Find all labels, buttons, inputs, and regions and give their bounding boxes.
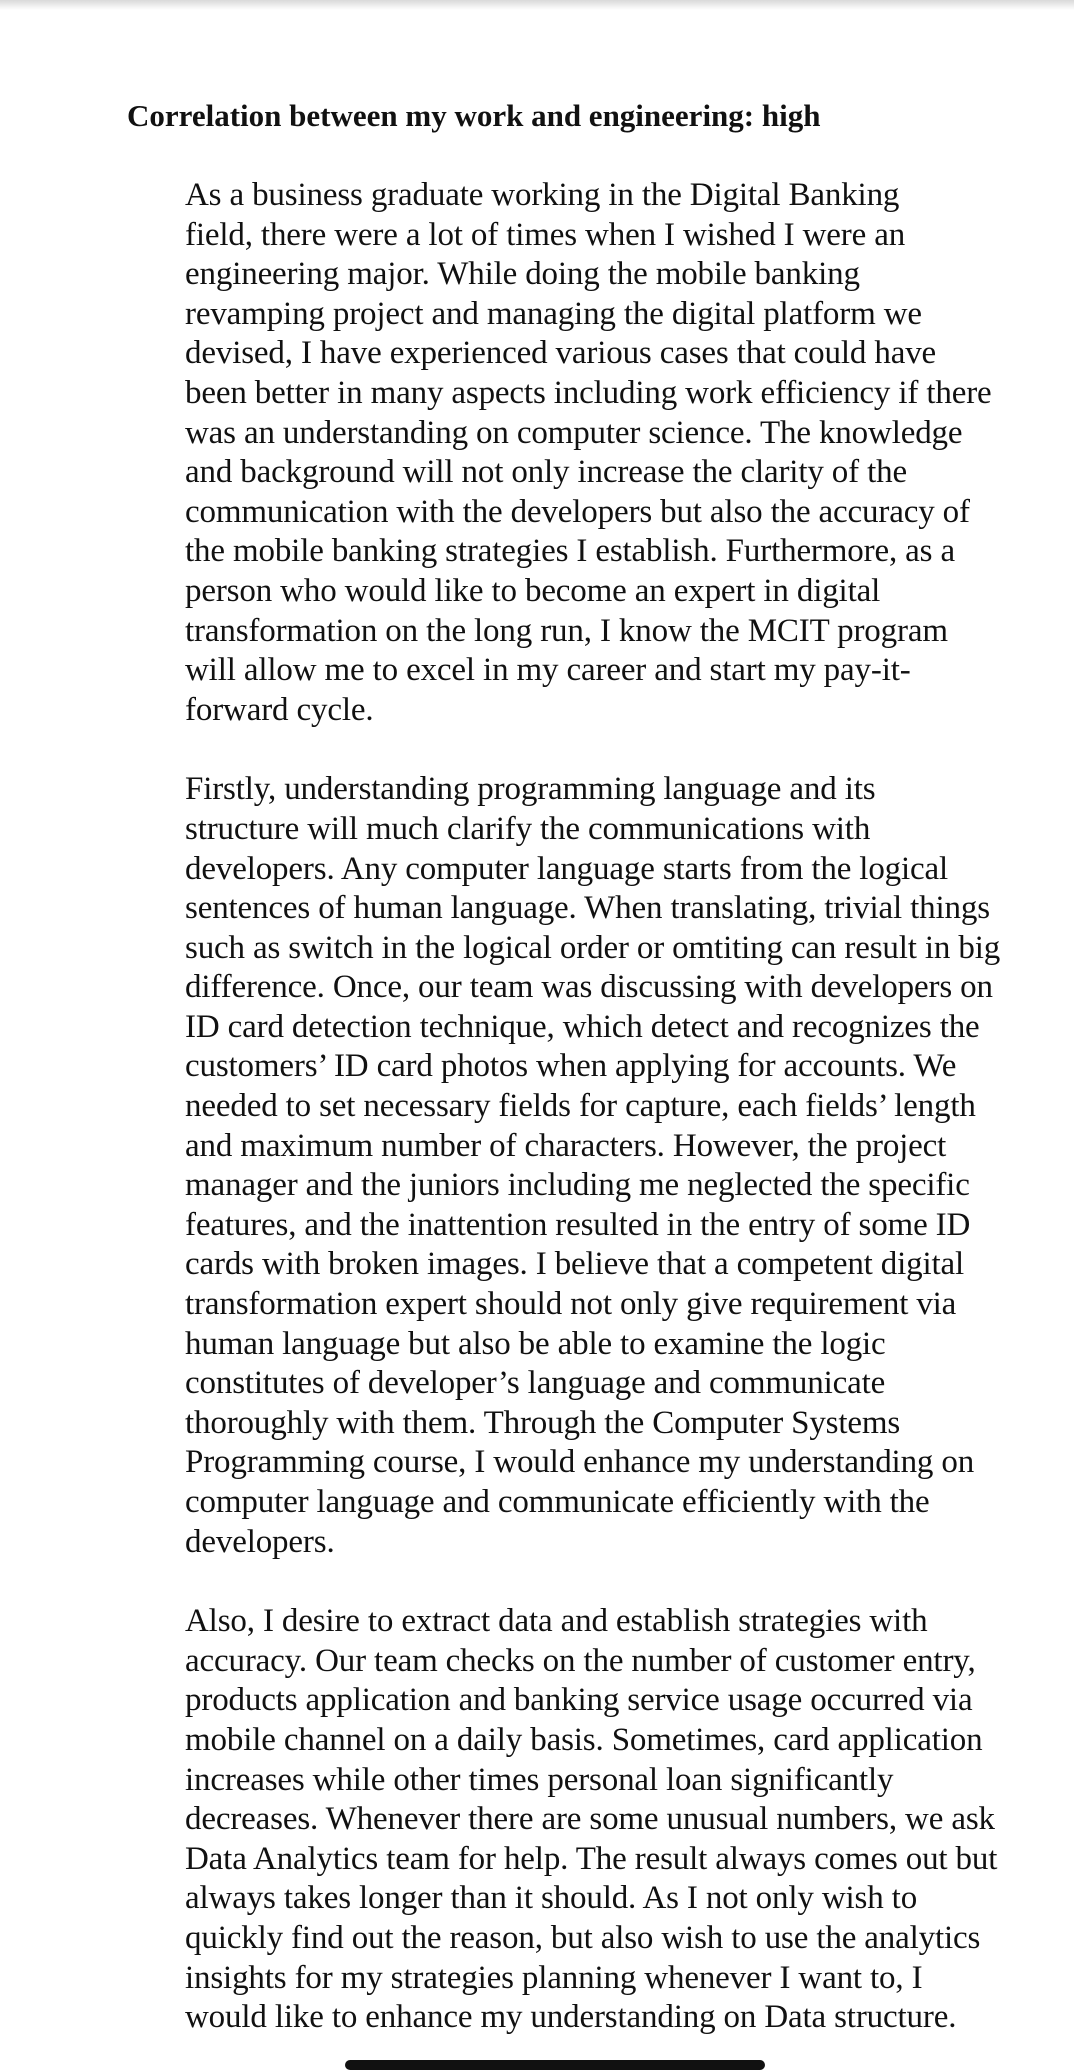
text-line: forward cycle. (185, 691, 374, 728)
text-line: customers’ ID card photos when applying for accounts. We (185, 1048, 957, 1085)
text-line: field, there were a lot of times when I wished I were an (185, 216, 906, 253)
paragraph-data (127, 1602, 998, 2038)
text-line: engineering major. While doing the mobile banking (185, 256, 860, 293)
text-line: cards with broken images. I believe that a competent digital (185, 1246, 965, 1283)
text-line: quickly find out the reason, but also wish to use the analytics (185, 1919, 981, 1956)
paragraph-intro (127, 176, 992, 730)
text-line: transformation on the long run, I know the MCIT program (185, 612, 948, 649)
text-line: human language but also be able to examine the logic (185, 1325, 886, 1362)
text-line: the mobile banking strategies I establish. Furthermore, as a (185, 533, 955, 570)
text-line: needed to set necessary fields for capture, each fields’ length (185, 1088, 976, 1125)
text-line: developers. (185, 1523, 335, 1560)
text-line: been better in many aspects including work efficiency if there (185, 374, 992, 411)
text-line: Data Analytics team for help. The result always comes out but (185, 1840, 998, 1877)
text-line: constitutes of developer’s language and communicate (185, 1365, 886, 1402)
text-line: features, and the inattention resulted in the entry of some ID (185, 1206, 971, 1243)
text-line: person who would like to become an expert in digital (185, 572, 881, 609)
text-line: insights for my strategies planning whenever I want to, I (185, 1959, 923, 1996)
text-line: was an understanding on computer science. The knowledge (185, 414, 963, 451)
text-line: increases while other times personal loan significantly (185, 1761, 894, 1798)
text-line: Also, I desire to extract data and establish strategies with (185, 1603, 928, 1640)
text-line: sentences of human language. When translating, trivial things (185, 890, 990, 927)
text-line: transformation expert should not only give requirement via (185, 1286, 957, 1323)
home-indicator[interactable] (345, 2060, 765, 2070)
text-line: and maximum number of characters. However, the project (185, 1127, 947, 1164)
text-line: ID card detection technique, which detect and recognizes the (185, 1008, 980, 1045)
document-heading: Correlation between my work and engineering: high (127, 98, 821, 133)
text-line: would like to enhance my understanding on Data structure. (185, 1999, 957, 2036)
text-line: such as switch in the logical order or omtiting can result in big (185, 929, 1001, 966)
text-line: accuracy. Our team checks on the number of customer entry, (185, 1642, 976, 1679)
paragraph-programming (127, 770, 1001, 1562)
text-line: developers. Any computer language starts from the logical (185, 850, 949, 887)
text-line: communication with the developers but also the accuracy of (185, 493, 970, 530)
top-edge-shadow (0, 0, 1074, 10)
text-line: will allow me to excel in my career and start my pay-it- (185, 652, 911, 689)
text-line: mobile channel on a daily basis. Sometimes, card application (185, 1721, 983, 1758)
text-line: and background will not only increase the clarity of the (185, 454, 907, 491)
text-line: devised, I have experienced various cases that could have (185, 335, 937, 372)
text-line: decreases. Whenever there are some unusual numbers, we ask (185, 1801, 995, 1838)
text-line: Firstly, understanding programming language and its (185, 771, 876, 808)
text-line: Programming course, I would enhance my understanding on (185, 1444, 975, 1481)
text-line: always takes longer than it should. As I not only wish to (185, 1880, 918, 1917)
text-line: computer language and communicate efficiently with the (185, 1484, 930, 1520)
text-line: difference. Once, our team was discussing with developers on (185, 969, 993, 1006)
text-line: manager and the juniors including me neglected the specific (185, 1167, 970, 1204)
document-page (127, 96, 1001, 2038)
text-line: thoroughly with them. Through the Computer Systems (185, 1404, 901, 1441)
text-line: As a business graduate working in the Digital Banking (185, 177, 900, 213)
text-line: structure will much clarify the communications with (185, 810, 871, 847)
text-line: products application and banking service usage occurred via (185, 1682, 973, 1719)
text-line: revamping project and managing the digital platform we (185, 295, 922, 332)
